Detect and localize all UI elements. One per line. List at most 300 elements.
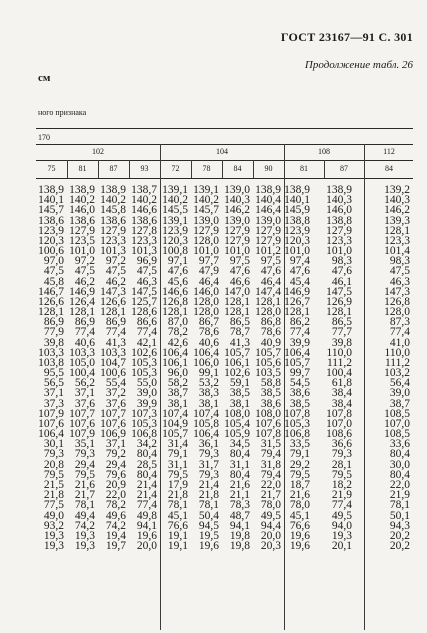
table-cell: 22,0 xyxy=(389,478,410,491)
table-cell: 31,5 xyxy=(260,438,281,451)
table-cell: 126,7 xyxy=(284,295,310,308)
table-cell: 106,9 xyxy=(100,428,126,441)
table-cell: 108,0 xyxy=(224,407,250,420)
table-cell: 34,2 xyxy=(136,438,157,451)
table-cell: 97,2 xyxy=(74,255,95,268)
table-cell: 99,1 xyxy=(198,367,219,380)
table-cell: 102,6 xyxy=(131,346,157,359)
table-cell: 146,7 xyxy=(38,285,64,298)
table-cell: 47,5 xyxy=(136,265,157,278)
table-cell: 123,5 xyxy=(69,234,95,247)
table-cell: 79,5 xyxy=(74,468,95,481)
data-column xyxy=(100,185,126,551)
table-cell: 127,9 xyxy=(69,224,95,237)
table-cell: 108,5 xyxy=(384,407,410,420)
table-cell: 96,9 xyxy=(136,255,157,268)
table-cell: 77,4 xyxy=(136,326,157,339)
column-header: 87 xyxy=(340,164,348,173)
table-cell: 78,2 xyxy=(105,499,126,512)
table-cell: 94,4 xyxy=(260,519,281,532)
table-cell: 101,0 xyxy=(224,245,250,258)
table-cell: 123,3 xyxy=(131,234,157,247)
table-cell: 103,3 xyxy=(100,346,126,359)
table-cell: 139,0 xyxy=(193,214,219,227)
table-cell: 31,8 xyxy=(260,458,281,471)
table-cell: 36,1 xyxy=(198,438,219,451)
table-cell: 61,8 xyxy=(331,377,352,390)
table-cell: 127,9 xyxy=(100,224,126,237)
table-cell: 107,9 xyxy=(38,407,64,420)
table-cell: 101,0 xyxy=(284,245,310,258)
table-cell: 145,7 xyxy=(38,204,64,217)
table-cell: 21,4 xyxy=(136,478,157,491)
table-cell: 39,9 xyxy=(136,397,157,410)
table-cell: 77,5 xyxy=(43,499,64,512)
table-cell: 97,5 xyxy=(260,255,281,268)
table-cell: 106,1 xyxy=(162,356,188,369)
table-cell: 127,9 xyxy=(224,224,250,237)
table-cell: 79,3 xyxy=(74,448,95,461)
table-cell: 105,3 xyxy=(131,367,157,380)
table-cell: 139,2 xyxy=(384,184,410,196)
table-cell: 19,3 xyxy=(331,529,352,542)
table-cell: 101,0 xyxy=(326,245,352,258)
table-cell: 123,3 xyxy=(384,234,410,247)
table-cell: 49,5 xyxy=(260,509,281,522)
table-cell: 77,4 xyxy=(74,326,95,339)
table-cell: 47,6 xyxy=(167,265,188,278)
table-cell: 138,9 xyxy=(100,184,126,196)
table-cell: 79,3 xyxy=(198,468,219,481)
table-cell: 38,5 xyxy=(289,397,310,410)
table-cell: 37,6 xyxy=(105,397,126,410)
table-cell: 79,1 xyxy=(167,448,188,461)
data-column xyxy=(38,185,64,551)
column-header: 81 xyxy=(78,164,87,173)
group-header-102: 102 xyxy=(92,147,104,156)
table-cell: 55,4 xyxy=(105,377,126,390)
table-cell: 19,1 xyxy=(167,529,188,542)
table-cell: 31,1 xyxy=(167,458,188,471)
table-cell: 59,1 xyxy=(229,377,250,390)
table-cell: 58,8 xyxy=(260,377,281,390)
table-cell: 101,0 xyxy=(193,245,219,258)
table-cell: 140,1 xyxy=(284,194,310,207)
table-cell: 107,8 xyxy=(326,407,352,420)
table-cell: 126,4 xyxy=(69,295,95,308)
table-cell: 146,6 xyxy=(162,285,188,298)
table-cell: 37,1 xyxy=(105,438,126,451)
column-header: 84 xyxy=(233,164,242,173)
table-cell: 42,6 xyxy=(167,336,188,349)
table-cell: 80,4 xyxy=(136,468,157,481)
table-cell: 138,9 xyxy=(38,184,64,196)
table-cell: 107,8 xyxy=(284,407,310,420)
table-cell: 79,3 xyxy=(198,448,219,461)
table-cell: 46,6 xyxy=(229,275,250,288)
table-cell: 78,1 xyxy=(198,499,219,512)
column-header: 78 xyxy=(202,164,211,173)
table-cell: 78,1 xyxy=(167,499,188,512)
table-cell: 46,2 xyxy=(74,275,95,288)
table-cell: 105,3 xyxy=(131,356,157,369)
table-cell: 94,5 xyxy=(198,519,219,532)
table-cell: 79,4 xyxy=(260,468,281,481)
table-cell: 79,3 xyxy=(43,448,64,461)
table-cell: 55,0 xyxy=(136,377,157,390)
table-cell: 107,3 xyxy=(131,407,157,420)
table-cell: 139,1 xyxy=(162,184,188,196)
table-cell: 21,9 xyxy=(389,489,410,502)
table-cell: 103,5 xyxy=(255,367,281,380)
table-cell: 41,0 xyxy=(389,336,410,349)
table-cell: 94,0 xyxy=(331,519,352,532)
table-cell: 139,0 xyxy=(255,214,281,227)
table-cell: 21,4 xyxy=(198,478,219,491)
table-cell: 140,3 xyxy=(326,194,352,207)
table-cell: 128,1 xyxy=(384,224,410,237)
table-cell: 106,1 xyxy=(224,356,250,369)
table-cell: 21,6 xyxy=(74,478,95,491)
table-cell: 77,7 xyxy=(331,326,352,339)
table-cell: 77,4 xyxy=(105,326,126,339)
table-cell: 101,4 xyxy=(384,245,410,258)
table-cell: 20,8 xyxy=(43,458,64,471)
table-cell: 21,8 xyxy=(198,489,219,502)
table-cell: 140,2 xyxy=(131,194,157,207)
table-cell: 146,2 xyxy=(224,204,250,217)
table-cell: 104,9 xyxy=(162,417,188,430)
table-cell: 106,4 xyxy=(193,346,219,359)
table-top-rule xyxy=(36,128,413,129)
table-cell: 40,6 xyxy=(74,336,95,349)
table-cell: 145,7 xyxy=(193,204,219,217)
table-cell: 79,5 xyxy=(289,468,310,481)
table-cell: 31,7 xyxy=(198,458,219,471)
table-cell: 40,9 xyxy=(260,336,281,349)
table-cell: 22,0 xyxy=(105,489,126,502)
table-cell: 21,7 xyxy=(74,489,95,502)
table-cell: 21,4 xyxy=(136,489,157,502)
table-cell: 98,3 xyxy=(389,255,410,268)
table-cell: 20,2 xyxy=(389,529,410,542)
table-cell: 128,1 xyxy=(224,306,250,319)
table-cell: 29,4 xyxy=(105,458,126,471)
table-cell: 20,0 xyxy=(260,529,281,542)
table-cell: 140,3 xyxy=(224,194,250,207)
table-cell: 126,6 xyxy=(100,295,126,308)
table-cell: 77,4 xyxy=(389,326,410,339)
table-cell: 146,9 xyxy=(284,285,310,298)
table-cell: 97,7 xyxy=(198,255,219,268)
table-cell: 107,8 xyxy=(255,428,281,441)
table-cell: 80,4 xyxy=(389,468,410,481)
table-cell: 19,7 xyxy=(105,540,126,553)
table-cell: 31,1 xyxy=(229,458,250,471)
table-cell: 120,3 xyxy=(162,234,188,247)
table-cell: 79,1 xyxy=(289,448,310,461)
table-cell: 38,1 xyxy=(198,397,219,410)
table-cell: 128,0 xyxy=(193,234,219,247)
table-cell: 21,1 xyxy=(229,489,250,502)
table-cell: 97,5 xyxy=(229,255,250,268)
table-cell: 123,9 xyxy=(284,224,310,237)
data-column xyxy=(193,185,219,551)
table-cell: 128,1 xyxy=(326,306,352,319)
table-cell: 110,0 xyxy=(384,346,410,359)
table-cell: 40,6 xyxy=(198,336,219,349)
table-cell: 38,6 xyxy=(260,397,281,410)
table-cell: 123,9 xyxy=(38,224,64,237)
table-cell: 138,8 xyxy=(284,214,310,227)
table-cell: 147,5 xyxy=(326,285,352,298)
table-cell: 49,6 xyxy=(105,509,126,522)
table-cell: 78,0 xyxy=(289,499,310,512)
table-cell: 86,9 xyxy=(74,316,95,329)
header-bottom-rule xyxy=(36,178,413,179)
table-cell: 97,2 xyxy=(105,255,126,268)
table-cell: 20,9 xyxy=(105,478,126,491)
table-cell: 42,1 xyxy=(136,336,157,349)
table-cell: 106,8 xyxy=(284,428,310,441)
table-cell: 37,1 xyxy=(43,387,64,400)
table-cell: 31,4 xyxy=(167,438,188,451)
table-cell: 147,0 xyxy=(224,285,250,298)
table-cell: 86,6 xyxy=(136,316,157,329)
table-cell: 105,7 xyxy=(162,428,188,441)
column-header: 72 xyxy=(171,164,180,173)
table-cell: 38,6 xyxy=(289,387,310,400)
table-cell: 111,2 xyxy=(326,356,352,369)
table-cell: 19,4 xyxy=(105,529,126,542)
table-continuation: Продолжение табл. 26 xyxy=(304,59,413,71)
table-cell: 47,9 xyxy=(198,265,219,278)
table-cell: 97,1 xyxy=(167,255,188,268)
table-cell: 50,1 xyxy=(389,509,410,522)
table-cell: 146,6 xyxy=(131,204,157,217)
table-cell: 56,5 xyxy=(43,377,64,390)
table-cell: 139,1 xyxy=(162,214,188,227)
table-cell: 140,3 xyxy=(384,194,410,207)
table-cell: 35,1 xyxy=(74,438,95,451)
table-cell: 138,8 xyxy=(326,214,352,227)
group-bottom-rule xyxy=(36,160,413,161)
table-cell: 45,4 xyxy=(289,275,310,288)
table-cell: 38,4 xyxy=(331,397,352,410)
table-cell: 37,6 xyxy=(74,397,95,410)
table-cell: 28,5 xyxy=(136,458,157,471)
table-cell: 128,0 xyxy=(384,306,410,319)
table-cell: 128,0 xyxy=(193,306,219,319)
table-cell: 86,9 xyxy=(105,316,126,329)
table-cell: 146,0 xyxy=(69,204,95,217)
table-cell: 45,1 xyxy=(167,509,188,522)
column-header: 90 xyxy=(264,164,273,173)
table-cell: 100,6 xyxy=(38,245,64,258)
table-cell: 145,5 xyxy=(162,204,188,217)
table-cell: 45,8 xyxy=(43,275,64,288)
table-cell: 80,4 xyxy=(389,448,410,461)
table-cell: 127,9 xyxy=(255,234,281,247)
table-cell: 49,0 xyxy=(43,509,64,522)
table-cell: 19,6 xyxy=(289,529,310,542)
table-cell: 138,6 xyxy=(69,214,95,227)
table-cell: 80,4 xyxy=(229,448,250,461)
table-cell: 77,4 xyxy=(136,499,157,512)
table-cell: 120,3 xyxy=(284,234,310,247)
table-cell: 78,6 xyxy=(260,326,281,339)
table-cell: 77,9 xyxy=(43,326,64,339)
table-cell: 147,3 xyxy=(384,285,410,298)
table-cell: 74,2 xyxy=(105,519,126,532)
table-cell: 47,5 xyxy=(43,265,64,278)
table-cell: 101,3 xyxy=(131,245,157,258)
table-cell: 39,8 xyxy=(331,336,352,349)
table-cell: 98,3 xyxy=(331,255,352,268)
table-cell: 34,5 xyxy=(229,438,250,451)
table-cell: 49,8 xyxy=(136,509,157,522)
table-cell: 41,3 xyxy=(229,336,250,349)
table-cell: 28,1 xyxy=(331,458,352,471)
table-cell: 138,6 xyxy=(100,214,126,227)
table-cell: 100,4 xyxy=(326,367,352,380)
table-cell: 103,3 xyxy=(38,346,64,359)
table-cell: 97,4 xyxy=(289,255,310,268)
table-cell: 78,1 xyxy=(74,499,95,512)
table-cell: 20,0 xyxy=(136,540,157,553)
table-cell: 54,5 xyxy=(289,377,310,390)
table-cell: 33,6 xyxy=(389,438,410,451)
table-cell: 19,3 xyxy=(74,529,95,542)
table-cell: 46,3 xyxy=(136,275,157,288)
table-cell: 107,4 xyxy=(162,407,188,420)
table-cell: 38,5 xyxy=(260,387,281,400)
table-cell: 128,1 xyxy=(255,295,281,308)
table-cell: 78,2 xyxy=(167,326,188,339)
table-cell: 102,6 xyxy=(224,367,250,380)
table-cell: 126,6 xyxy=(38,295,64,308)
table-cell: 140,2 xyxy=(193,194,219,207)
table-cell: 21,6 xyxy=(229,478,250,491)
table-cell: 106,0 xyxy=(193,356,219,369)
table-cell: 127,9 xyxy=(326,224,352,237)
table-cell: 107,6 xyxy=(255,417,281,430)
table-cell: 18,2 xyxy=(331,478,352,491)
table-cell: 99,7 xyxy=(289,367,310,380)
table-cell: 33,5 xyxy=(289,438,310,451)
table-cell: 138,6 xyxy=(38,214,64,227)
table-cell: 94,1 xyxy=(136,519,157,532)
table-cell: 19,6 xyxy=(198,540,219,553)
table-cell: 103,3 xyxy=(69,346,95,359)
table-cell: 128,1 xyxy=(38,306,64,319)
group-header-112: 112 xyxy=(383,147,395,156)
table-cell: 105,3 xyxy=(284,417,310,430)
table-cell: 107,6 xyxy=(38,417,64,430)
table-cell: 140,2 xyxy=(162,194,188,207)
table-cell: 21,7 xyxy=(260,489,281,502)
data-column xyxy=(224,185,250,551)
table-cell: 17,9 xyxy=(167,478,188,491)
data-column xyxy=(131,185,157,551)
table-cell: 19,6 xyxy=(136,529,157,542)
table-cell: 139,0 xyxy=(224,214,250,227)
table-cell: 22,0 xyxy=(260,478,281,491)
table-cell: 138,9 xyxy=(326,184,352,196)
table-cell: 103,8 xyxy=(38,356,64,369)
table-cell: 87,0 xyxy=(167,316,188,329)
table-cell: 86,8 xyxy=(260,316,281,329)
table-cell: 80,4 xyxy=(136,448,157,461)
table-cell: 79,2 xyxy=(105,448,126,461)
table-cell: 105,3 xyxy=(131,417,157,430)
table-cell: 128,1 xyxy=(284,306,310,319)
table-cell: 29,4 xyxy=(74,458,95,471)
table-cell: 108,5 xyxy=(384,428,410,441)
column-header: 75 xyxy=(47,164,56,173)
table-cell: 19,3 xyxy=(74,540,95,553)
table-cell: 20,1 xyxy=(331,540,352,553)
table-cell: 93,2 xyxy=(43,519,64,532)
data-column xyxy=(384,185,410,551)
table-cell: 128,1 xyxy=(224,295,250,308)
table-cell: 38,7 xyxy=(389,397,410,410)
table-cell: 146,9 xyxy=(69,285,95,298)
table-cell: 38,1 xyxy=(229,397,250,410)
table-cell: 139,3 xyxy=(384,214,410,227)
column-header: 81 xyxy=(300,164,308,173)
table-cell: 86,5 xyxy=(331,316,352,329)
table-cell: 21,8 xyxy=(43,489,64,502)
table-cell: 45,6 xyxy=(167,275,188,288)
table-cell: 19,3 xyxy=(43,540,64,553)
table-cell: 79,5 xyxy=(167,468,188,481)
table-cell: 77,4 xyxy=(331,499,352,512)
table-cell: 86,5 xyxy=(229,316,250,329)
table-cell: 105,6 xyxy=(255,356,281,369)
table-cell: 107,9 xyxy=(69,428,95,441)
table-cell: 146,4 xyxy=(255,204,281,217)
table-cell: 126,9 xyxy=(326,295,352,308)
table-cell: 47,6 xyxy=(229,265,250,278)
table-cell: 105,7 xyxy=(255,346,281,359)
table-cell: 50,4 xyxy=(198,509,219,522)
table-cell: 76,6 xyxy=(167,519,188,532)
table-cell: 77,4 xyxy=(289,326,310,339)
table-cell: 79,4 xyxy=(260,448,281,461)
table-cell: 101,2 xyxy=(255,245,281,258)
table-cell: 146,0 xyxy=(326,204,352,217)
table-cell: 37,1 xyxy=(74,387,95,400)
standard-reference: ГОСТ 23167—91 С. 301 xyxy=(280,30,413,44)
table-cell: 108,0 xyxy=(255,407,281,420)
table-cell: 78,6 xyxy=(198,326,219,339)
table-cell: 128,1 xyxy=(69,306,95,319)
group-header-108: 108 xyxy=(318,147,330,156)
table-cell: 96,0 xyxy=(167,367,188,380)
data-column xyxy=(326,185,352,551)
table-cell: 103,2 xyxy=(384,367,410,380)
table-cell: 46,3 xyxy=(389,275,410,288)
table-cell: 107,0 xyxy=(384,417,410,430)
table-cell: 125,7 xyxy=(131,295,157,308)
table-cell: 138,9 xyxy=(255,184,281,196)
table-cell: 41,3 xyxy=(105,336,126,349)
table-cell: 19,3 xyxy=(43,529,64,542)
table-cell: 128,0 xyxy=(255,306,281,319)
table-cell: 111,2 xyxy=(384,356,410,369)
table-cell: 19,5 xyxy=(198,529,219,542)
